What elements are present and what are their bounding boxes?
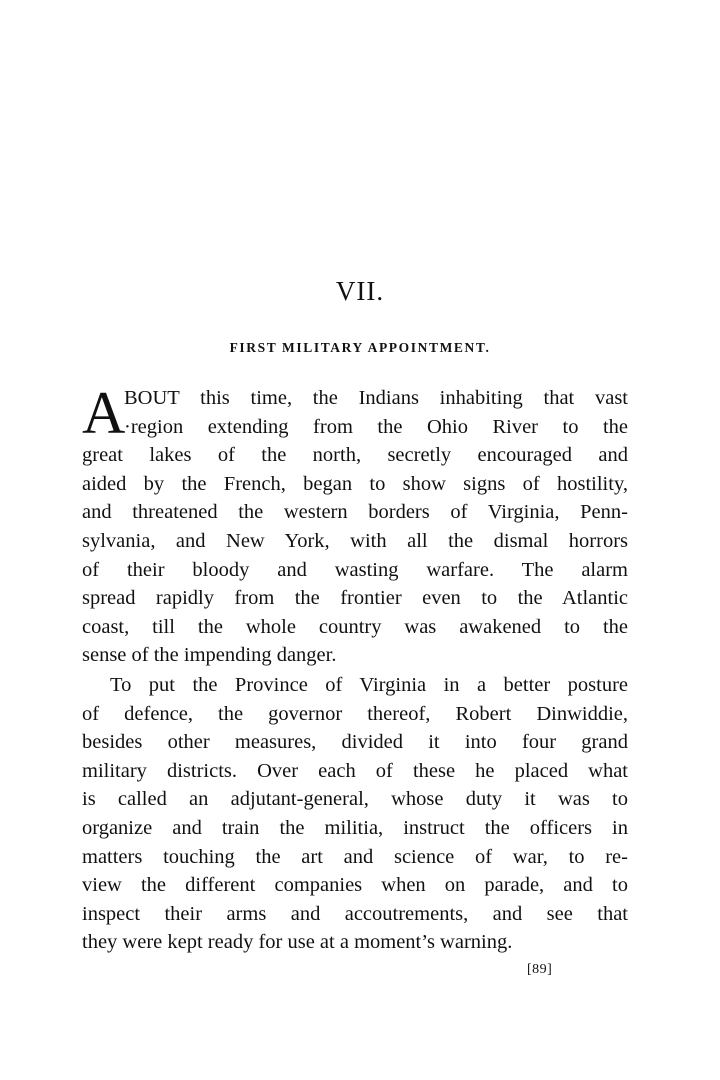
chapter-number: VII.: [335, 276, 385, 306]
text-line: spread rapidly from the frontier even to the Atlantic: [82, 587, 628, 610]
text-line: coast, till the whole country was awakened to the: [82, 615, 628, 638]
text-line: matters touching the art and science of war, to re-: [82, 845, 628, 868]
paragraph-1: [82, 380, 628, 670]
page-number: [89]: [527, 962, 553, 977]
text-line: is called an adjutant-general, whose duty it was to: [82, 788, 628, 811]
text-line: BOUT this time, the Indians inhabiting that vast: [124, 387, 628, 409]
drop-cap-letter: A: [82, 380, 126, 446]
chapter-title: FIRST MILITARY APPOINTMENT.: [229, 340, 491, 355]
text-line: of their bloody and wasting warfare. The alarm: [82, 558, 628, 581]
text-line: sylvania, and New York, with all the dismal horrors: [82, 529, 628, 552]
text-line: besides other measures, divided it into four grand: [82, 731, 628, 754]
text-line: ·region extending from the Ohio River to the: [124, 415, 628, 438]
text-line: aided by the French, began to show signs of hostility,: [82, 472, 628, 495]
text-line: of defence, the governor thereof, Robert Dinwiddie,: [82, 702, 628, 725]
text-line: To put the Province of Virginia in a better posture: [110, 674, 628, 696]
text-line: and threatened the western borders of Virginia, Penn-: [82, 501, 628, 524]
text-line: sense of the impending danger.: [82, 644, 337, 667]
paragraph-2: [82, 671, 628, 957]
text-line: view the different companies when on parade, and to: [82, 874, 628, 897]
text-line: inspect their arms and accoutrements, and see that: [82, 902, 628, 925]
text-line: organize and train the militia, instruct the officers in: [82, 816, 628, 839]
text-line: military districts. Over each of these he placed what: [82, 759, 628, 782]
text-line: great lakes of the north, secretly encouraged and: [82, 444, 628, 467]
text-line: they were kept ready for use at a moment’s warning.: [82, 931, 513, 954]
